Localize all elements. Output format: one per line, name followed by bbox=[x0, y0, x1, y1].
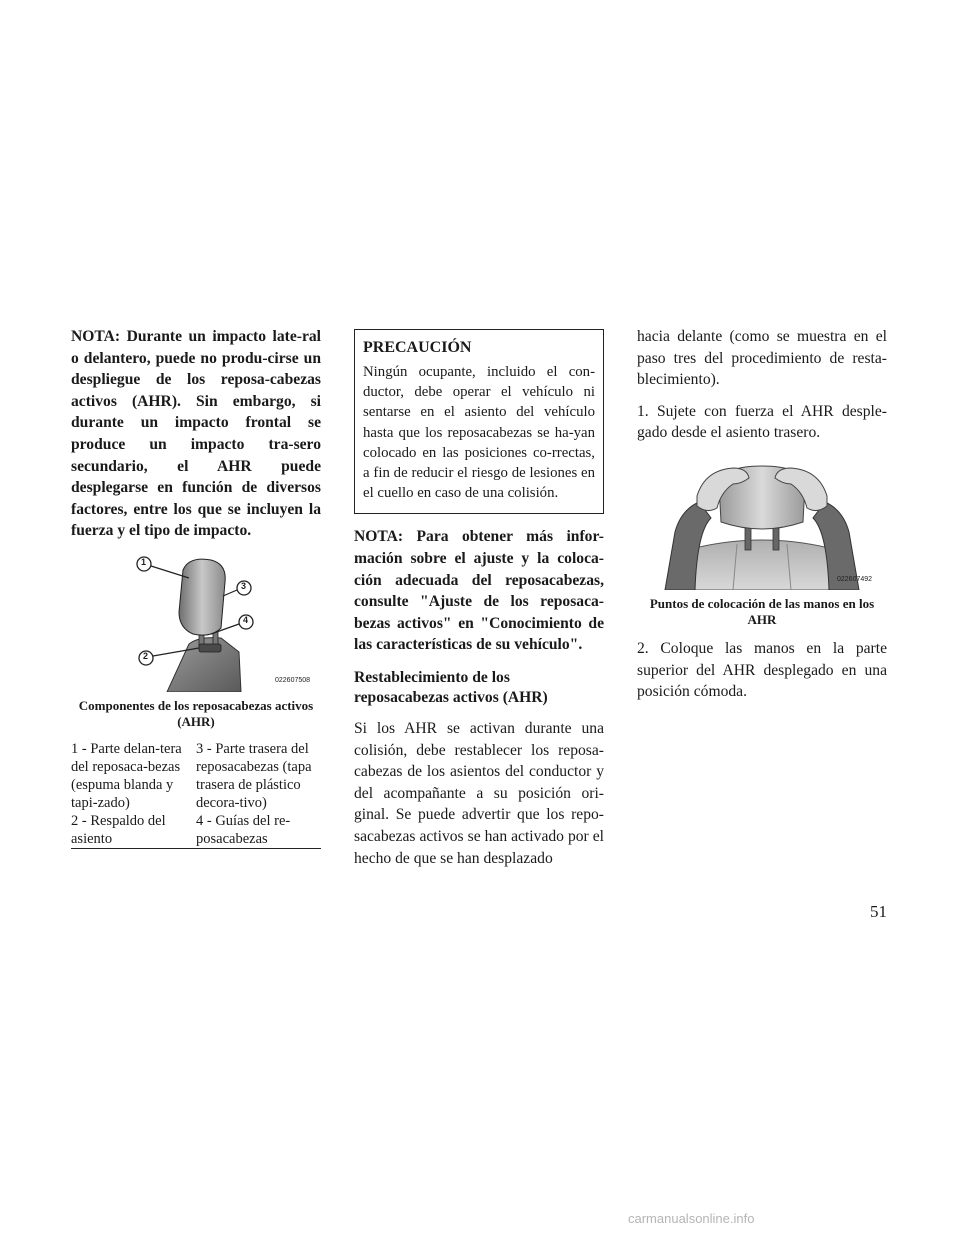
column-middle bbox=[354, 329, 604, 869]
hands-on-headrest-illustration bbox=[637, 462, 887, 590]
table-row bbox=[71, 740, 321, 812]
callout-1: 1 bbox=[141, 556, 147, 567]
table-cell: 2 - Respaldo del asiento bbox=[71, 812, 166, 847]
warning-box bbox=[354, 329, 604, 514]
callout-circles bbox=[71, 552, 321, 692]
table-cell: 1 - Parte delan-tera del reposaca-bezas (espuma blanda y tapi-zado) bbox=[71, 740, 182, 811]
parts-table bbox=[71, 740, 321, 849]
warning-title: PRECAUCIÓN bbox=[363, 339, 472, 356]
table-cell: 4 - Guías del re-posacabezas bbox=[196, 812, 291, 847]
page-number: 51 bbox=[870, 902, 887, 921]
warning-body: Ningún ocupante, incluido el con-ductor, debe operar el vehículo ni sentarse en el asiento del vehículo hasta que los reposacabezas se ha-yan colocado en las posiciones co-rrectas, a fin de reducir el riesgo de lesiones en el cuello en caso de una colisión. bbox=[363, 364, 595, 502]
note-side-impact: NOTA: Durante un impacto late-ral o delantero, puede no produ-cirse un despliegue de los reposa-cabezas activos (AHR). Sin embargo, si durante un impacto frontal se produce un impacto tra-sero secundario, el AHR puede desplegarse en función de diversos factores, entre los que se incluyen la fuerza y el tipo de impacto. bbox=[71, 328, 321, 540]
column-right bbox=[637, 326, 887, 703]
figure-ahr-components bbox=[71, 552, 321, 692]
figure-code: 022607492 bbox=[837, 575, 873, 583]
column-left bbox=[71, 326, 321, 849]
table-cell: 3 - Parte trasera del reposacabezas (tapa trasera de plástico decora-tivo) bbox=[196, 740, 312, 811]
callout-3: 3 bbox=[241, 580, 247, 591]
body-paragraph: Si los AHR se activan durante una colisión, debe restablecer los reposa-cabezas de los asientos del conductor y del acompañante a su posición ori-ginal. Se puede advertir que los repo-sacabezas activos se han activado por el hecho de que se han desplazado bbox=[354, 719, 604, 867]
figure-hand-placement bbox=[637, 462, 887, 590]
section-heading: Restablecimiento de los reposacabezas activos (AHR) bbox=[354, 668, 548, 706]
figure-code: 022607508 bbox=[275, 676, 311, 684]
note-more-info: NOTA: Para obtener más infor-mación sobre el ajuste y la coloca-ción adecuada del reposacabezas, consulte "Ajuste de los reposaca-bezas activos" en "Conocimiento de las características de su vehículo". bbox=[354, 528, 604, 654]
figure-caption: Componentes de los reposacabezas activos (AHR) bbox=[78, 697, 314, 729]
callout-4: 4 bbox=[243, 614, 249, 625]
callout-2: 2 bbox=[143, 650, 149, 661]
step-2: 2. Coloque las manos en la parte superior del AHR desplegado en una posición cómoda. bbox=[637, 639, 887, 701]
table-row bbox=[71, 812, 321, 849]
figure-caption: Puntos de colocación de las manos en los AHR bbox=[649, 595, 875, 627]
step-1: 1. Sujete con fuerza el AHR desple-gado desde el asiento trasero. bbox=[637, 402, 887, 442]
body-paragraph-continued: hacia delante (como se muestra en el paso tres del procedimiento de resta-blecimiento). bbox=[637, 328, 887, 389]
watermark: carmanualsonline.info bbox=[628, 1211, 755, 1226]
